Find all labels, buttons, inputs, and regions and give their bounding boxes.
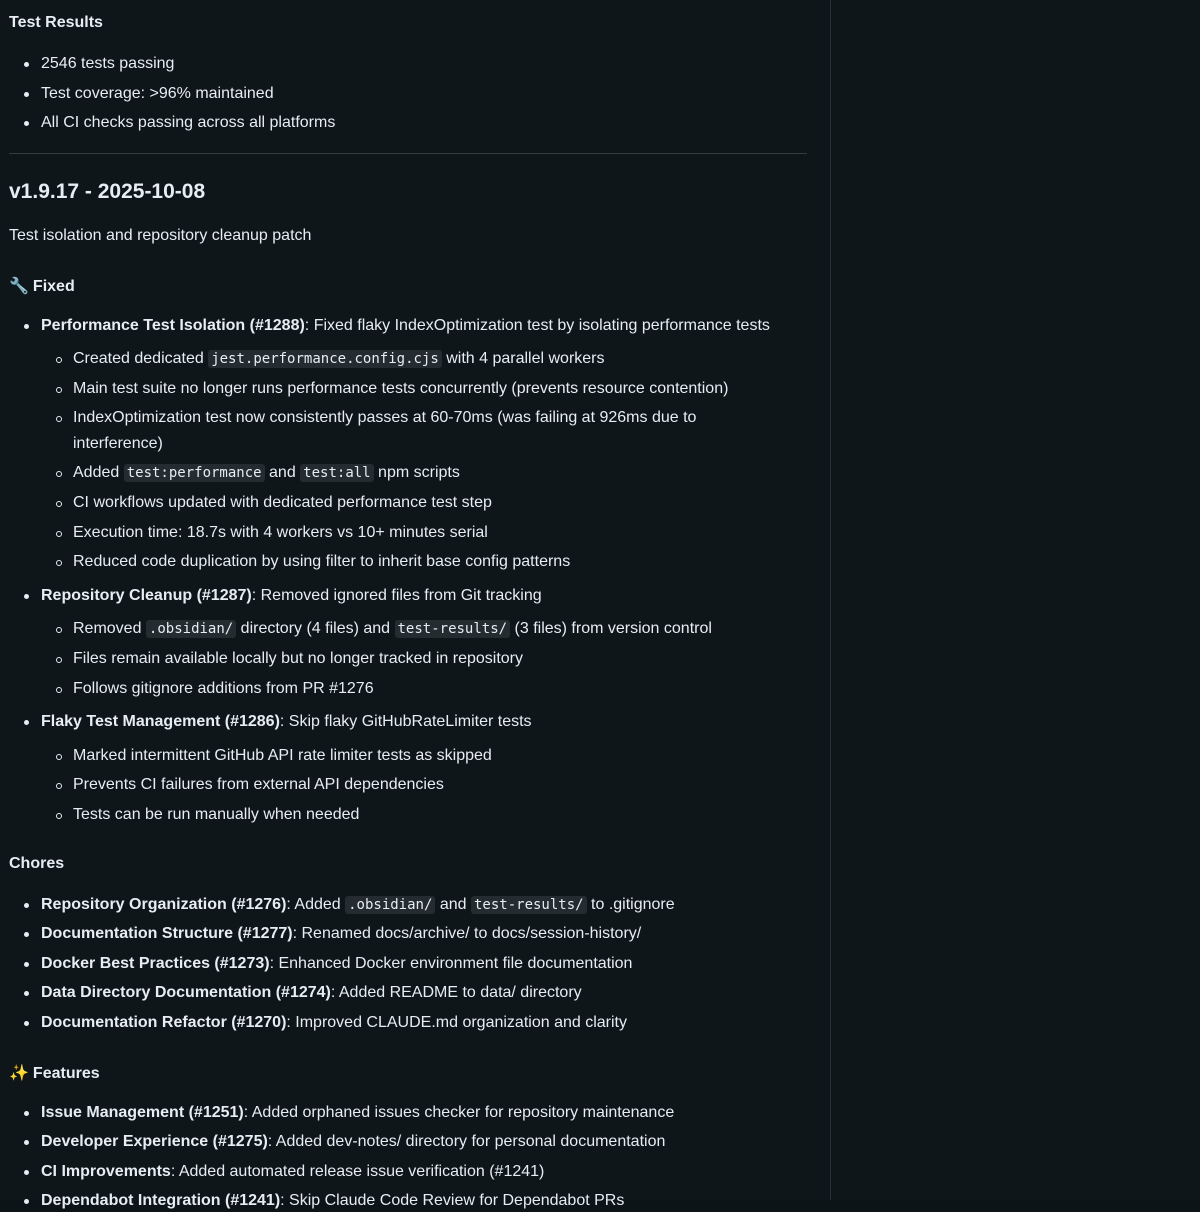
item-desc: : Improved CLAUDE.md organization and clarity [286, 1014, 627, 1031]
side-panel [832, 0, 1200, 1200]
item-title: Data Directory Documentation (#1274) [41, 984, 331, 1001]
item-title: Repository Cleanup (#1287) [41, 587, 252, 604]
item-desc: : Added dev-notes/ directory for personal documentation [267, 1133, 666, 1150]
list-item: Tests can be run manually when needed [73, 804, 359, 826]
inline-code: test:performance [124, 464, 265, 482]
list-item: IndexOptimization test now consistently passes at 60-70ms (was failing at 926ms due to interference) [73, 405, 733, 457]
list-item: Files remain available locally but no longer tracked in repository [73, 648, 523, 670]
item-desc: : Renamed docs/archive/ to docs/session-history/ [292, 925, 642, 942]
item-desc: : Added automated release issue verification (#1241) [170, 1163, 545, 1180]
text: with 4 parallel workers [441, 350, 605, 367]
chores-heading: Chores [9, 855, 65, 872]
text: (3 files) from version control [510, 620, 712, 637]
list-item: All CI checks passing across all platforms [41, 112, 335, 134]
list-item [41, 1102, 674, 1124]
item-title: Performance Test Isolation (#1288) [41, 317, 305, 334]
list-item [41, 1131, 665, 1153]
list-item [41, 1161, 544, 1183]
item-title: Docker Best Practices (#1273) [41, 955, 270, 972]
release-title: v1.9.17 - 2025-10-08 [9, 180, 206, 203]
item-desc: : Enhanced Docker environment file documentation [269, 955, 633, 972]
item-desc: : Fixed flaky IndexOptimization test by isolating performance tests [304, 317, 770, 334]
features-heading-label: Features [32, 1065, 100, 1082]
inline-code: test:all [300, 464, 373, 482]
item-title: Documentation Structure (#1277) [41, 925, 293, 942]
text: Removed [73, 620, 146, 637]
text: Added [73, 464, 124, 481]
list-item [73, 618, 712, 640]
text: directory (4 files) and [236, 620, 395, 637]
item-title: Documentation Refactor (#1270) [41, 1014, 287, 1031]
text: npm scripts [373, 464, 460, 481]
wrench-icon: 🔧 [9, 278, 29, 295]
list-item: Test coverage: >96% maintained [41, 83, 274, 105]
item-title: Dependabot Integration (#1241) [41, 1192, 281, 1209]
item-desc: : Skip Claude Code Review for Dependabot PRs [280, 1192, 625, 1209]
text: and [264, 464, 301, 481]
item-desc: : Added orphaned issues checker for repository maintenance [243, 1104, 675, 1121]
fixed-heading-label: Fixed [32, 278, 75, 295]
inline-code: .obsidian/ [146, 620, 236, 638]
section-divider [9, 153, 807, 154]
inline-code: .obsidian/ [345, 896, 435, 914]
list-item: Reduced code duplication by using filter to inherit base config patterns [73, 551, 570, 573]
list-item [41, 923, 641, 945]
inline-code: test-results/ [395, 620, 511, 638]
sparkles-icon: ✨ [9, 1065, 29, 1082]
list-item [41, 982, 582, 1004]
item-title: Flaky Test Management (#1286) [41, 713, 280, 730]
text: to .gitignore [586, 896, 675, 913]
list-item-performance [41, 315, 770, 337]
list-item: 2546 tests passing [41, 53, 174, 75]
list-item: Prevents CI failures from external API dependencies [73, 774, 444, 796]
list-item [41, 1190, 624, 1212]
text: Created dedicated [73, 350, 209, 367]
item-desc: : Skip flaky GitHubRateLimiter tests [279, 713, 532, 730]
list-item [73, 348, 605, 370]
inline-code: jest.performance.config.cjs [208, 350, 442, 368]
item-desc: : Added README to data/ directory [330, 984, 582, 1001]
fixed-heading [9, 276, 75, 296]
list-item: Execution time: 18.7s with 4 workers vs 10+ minutes serial [73, 522, 488, 544]
list-item-cleanup [41, 585, 542, 607]
item-title: Issue Management (#1251) [41, 1104, 244, 1121]
list-item: Marked intermittent GitHub API rate limiter tests as skipped [73, 745, 492, 767]
text: and [435, 896, 471, 913]
item-title: Developer Experience (#1275) [41, 1133, 268, 1150]
list-item [41, 953, 632, 975]
list-item [41, 1012, 627, 1034]
item-title: Repository Organization (#1276) [41, 896, 287, 913]
release-summary: Test isolation and repository cleanup patch [9, 227, 312, 244]
item-title: CI Improvements [41, 1163, 171, 1180]
list-item [73, 462, 460, 484]
list-item [41, 894, 675, 916]
item-desc: : Removed ignored files from Git tracking [251, 587, 542, 604]
features-heading [9, 1063, 100, 1083]
test-results-heading: Test Results [9, 14, 103, 31]
list-item: Follows gitignore additions from PR #1276 [73, 678, 374, 700]
text: : Added [286, 896, 346, 913]
list-item: CI workflows updated with dedicated performance test step [73, 492, 492, 514]
inline-code: test-results/ [471, 896, 587, 914]
list-item-flaky [41, 711, 532, 733]
list-item: Main test suite no longer runs performance tests concurrently (prevents resource contention) [73, 378, 728, 400]
